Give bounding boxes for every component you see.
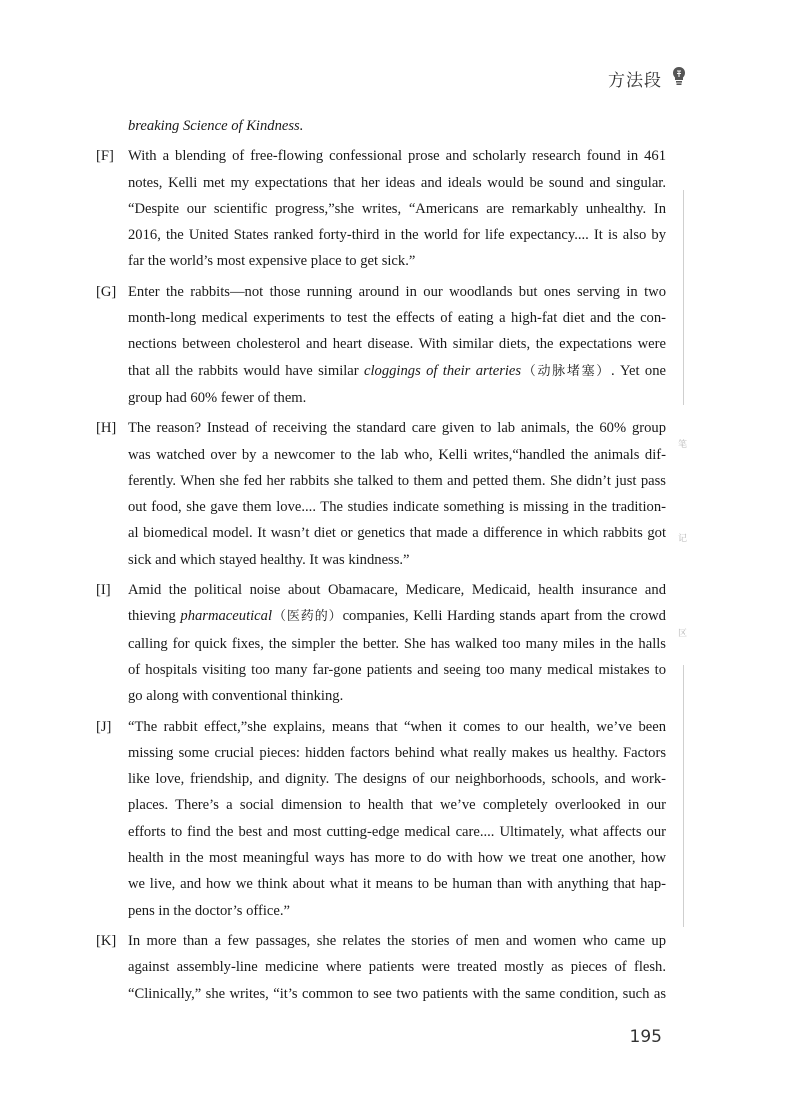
paragraph-tag: [F] xyxy=(96,148,114,165)
margin-note-3: 区 xyxy=(678,629,688,639)
text-line: pens in the doctor’s office.” xyxy=(128,902,290,919)
paragraph-f xyxy=(96,143,666,274)
text-line: was watched over by a newcomer to the lab who, Kelli writes,“handled the animals dif- xyxy=(128,446,666,463)
text-line: group had 60% fewer of them. xyxy=(128,389,307,406)
text-span: that all the rabbits would have similar xyxy=(128,362,364,379)
text-line: notes, Kelli met my expectations that her ideas and ideals would be sound and singular. xyxy=(128,174,666,191)
text-line: like love, friendship, and dignity. The designs of our neighborhoods, schools, and work- xyxy=(128,771,666,788)
paragraph-h xyxy=(96,415,666,573)
chinese-gloss: （动脉堵塞） xyxy=(521,363,611,379)
margin-note-2: 记 xyxy=(678,534,688,544)
text-line-with-gloss xyxy=(128,603,666,630)
text-line: out food, she gave them love.... The studies indicate something is missing in the tradition- xyxy=(128,499,666,516)
text-line: “Clinically,” she writes, “it’s common to see two patients with the same condition, such as xyxy=(128,985,666,1002)
vocab-term: pharmaceutical xyxy=(180,608,273,625)
text-line: 2016, the United States ranked forty-third in the world for life expectancy.... It is also by xyxy=(128,227,666,244)
text-line: go along with conventional thinking. xyxy=(128,688,344,705)
margin-note-1: 笔 xyxy=(678,440,688,450)
vocab-term: cloggings of their arteries xyxy=(364,362,522,379)
text-span: companies, Kelli Harding stands apart from the crowd xyxy=(342,608,666,625)
text-line: In more than a few passages, she relates the stories of men and women who came up xyxy=(128,932,666,949)
paragraph-k xyxy=(96,928,666,1007)
paragraph-i xyxy=(96,577,666,709)
text-line: “Despite our scientific progress,”she writes, “Americans are remarkably unhealthy. In xyxy=(128,200,666,217)
lead-line: breaking Science of Kindness. xyxy=(128,118,304,134)
paragraph-g xyxy=(96,279,666,411)
paragraph-tag: [G] xyxy=(96,283,117,300)
text-line: calling for quick fixes, the simpler the better. She has walked too many miles in the halls xyxy=(128,635,666,652)
paragraph-tag: [H] xyxy=(96,420,117,437)
paragraph-tag: [J] xyxy=(96,718,112,735)
chinese-gloss: （医药的） xyxy=(272,609,343,625)
text-line: sick and which stayed healthy. It was kindness.” xyxy=(128,551,410,568)
paragraph-tag: [K] xyxy=(96,932,117,949)
article-body xyxy=(96,113,666,1007)
text-line: Amid the political noise about Obamacare, Medicare, Medicaid, health insurance and xyxy=(128,582,666,599)
text-line: far the world’s most expensive place to get sick.” xyxy=(128,253,416,270)
page-number: 195 xyxy=(629,1027,662,1047)
margin-rule-bottom xyxy=(683,665,684,927)
paragraph-j xyxy=(96,714,666,924)
section-title: 方法段 xyxy=(608,71,662,91)
text-span: . Yet one xyxy=(610,362,666,379)
text-span: thieving xyxy=(128,608,181,625)
text-line-with-gloss xyxy=(128,358,666,385)
text-line: With a blending of free-flowing confessional prose and scholarly research found in 461 xyxy=(128,148,666,165)
lightbulb-head-icon xyxy=(672,66,686,86)
text-line: of hospitals visiting too many far-gone patients and seeing too many medical mistakes to xyxy=(128,661,666,678)
text-line: al biomedical model. It wasn’t diet or genetics that made a difference in which rabbits got xyxy=(128,525,666,542)
text-line: nections between cholesterol and heart disease. With similar diets, the expectations were xyxy=(128,336,666,353)
text-line: places. There’s a social dimension to health that we’ve completely overlooked in our xyxy=(128,797,666,814)
text-line: we live, and how we think about what it means to be human than with anything that hap- xyxy=(128,876,666,893)
text-line: Enter the rabbits—not those running around in our woodlands but ones serving in two xyxy=(128,283,666,300)
text-line: missing some crucial pieces: hidden factors behind what really makes us healthy. Factors xyxy=(128,744,666,761)
paragraph-tag: [I] xyxy=(96,582,111,599)
text-line: health in the most meaningful ways has more to do with how we treat one another, how xyxy=(128,850,666,867)
text-line: against assembly-line medicine where patients were treated mostly as pieces of flesh. xyxy=(128,959,666,976)
margin-rule-top xyxy=(683,190,684,405)
text-line: The reason? Instead of receiving the standard care given to lab animals, the 60% group xyxy=(128,420,666,437)
text-line: month-long medical experiments to test the effects of eating a high-fat diet and the con- xyxy=(128,310,666,327)
text-line: “The rabbit effect,”she explains, means that “when it comes to our health, we’ve been xyxy=(128,718,666,735)
text-line: efforts to find the best and most cutting-edge medical care.... Ultimately, what affects our xyxy=(128,823,666,840)
text-line: ferently. When she fed her rabbits she talked to them and petted them. She didn’t just pass xyxy=(128,472,666,489)
